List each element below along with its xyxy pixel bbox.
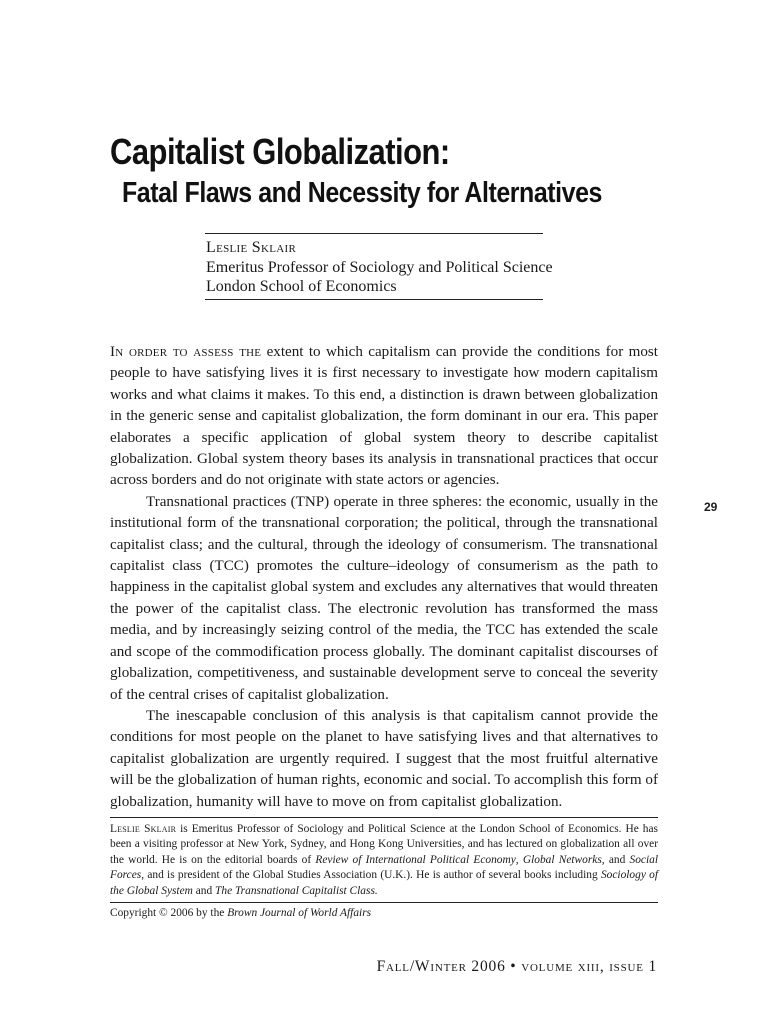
copyright-text: Copyright © 2006 by the [110,907,228,919]
journal-title: Global Networks, [522,853,605,866]
journal-title: Social Forces [110,853,658,882]
footnote-text: is Emeritus Professor of Sociology and Political Science at the London School of Economics. He has been a visiting professor at New York, Sydney, and Hong Kong Universities, and has lectured on globalization all over the world. He is on the editorial boards of [110,823,658,866]
paragraph-1-text: extent to which capitalism can provide the conditions for most people to have satisfying lives it is first necessary to investigate how modern capitalism works and what claims it makes. To this end, a distinction is drawn between globalization in the generic sense and capitalist globalization, the form dominant in our era. This paper elaborates a specific application of global system theory to describe capitalist globalization. Global system theory bases its analysis in transnational practices that occur across borders and do not originate with state actors or agencies. [110,344,658,489]
author-bottom-rule [205,299,543,300]
footnote-author-name: Leslie Sklair [110,823,177,835]
journal-title: Review of International Political Economy [315,853,516,866]
footnote-text: and [604,853,630,866]
article-body [110,342,658,813]
author-institution: London School of Economics [206,278,397,295]
footnote-rule [110,817,658,818]
footnote-text: , [515,853,523,866]
author-block [206,238,553,297]
author-name: Leslie Sklair [206,239,297,256]
author-footnote [110,822,658,899]
page-number: 29 [704,500,718,514]
paragraph-lead-in: In order to assess the [110,344,262,360]
article-title: Capitalist Globalization: [110,131,450,172]
footnote-text: , and is president of the Global Studies Association (U.K.). He is author of several books including [141,869,601,882]
article-subtitle: Fatal Flaws and Necessity for Alternatives [122,177,603,209]
copyright-journal: Brown Journal of World Affairs [227,907,372,919]
author-top-rule [205,233,543,234]
book-title: Sociology of the Global System [110,869,658,897]
copyright-rule [110,902,658,903]
body-paragraph-2: Transnational practices (TNP) operate in three spheres: the economic, usually in the institutional form of the transnational corporation; the political, through the transnational capitalist class; and the cultural, through the ideology of consumerism. The transnational capitalist class (TCC) promotes the culture–ideology of consumerism as the path to happiness in the capitalist global system and excludes any alternatives that would threaten the power of the capitalist class. The electronic revolution has transformed the mass media, and by increasingly seizing control of the media, the TCC has extended the scale and scope of the commodification process globally. The dominant capitalist discourses of globalization, competitiveness, and sustainable development serve to conceal the severity of the central crises of capitalist globalization. [110,493,658,703]
footnote-text: and [192,884,216,897]
body-paragraph-1 [110,342,658,492]
running-footer: Fall/Winter 2006 • volume xiii, issue 1 [376,958,657,975]
copyright-notice [110,906,371,921]
body-paragraph-3: The inescapable conclusion of this analysis is that capitalism cannot provide the conditions for most people on the planet to have satisfying lives and that alternatives to capitalist globalization are urgently required. I suggest that the most fruitful alternative will be the globalization of human rights, economic and social. To accomplish this form of globalization, humanity will have to move on from capitalist globalization. [110,707,658,810]
book-title: The Transnational Capitalist Class. [215,884,378,897]
author-position: Emeritus Professor of Sociology and Political Science [206,258,553,276]
